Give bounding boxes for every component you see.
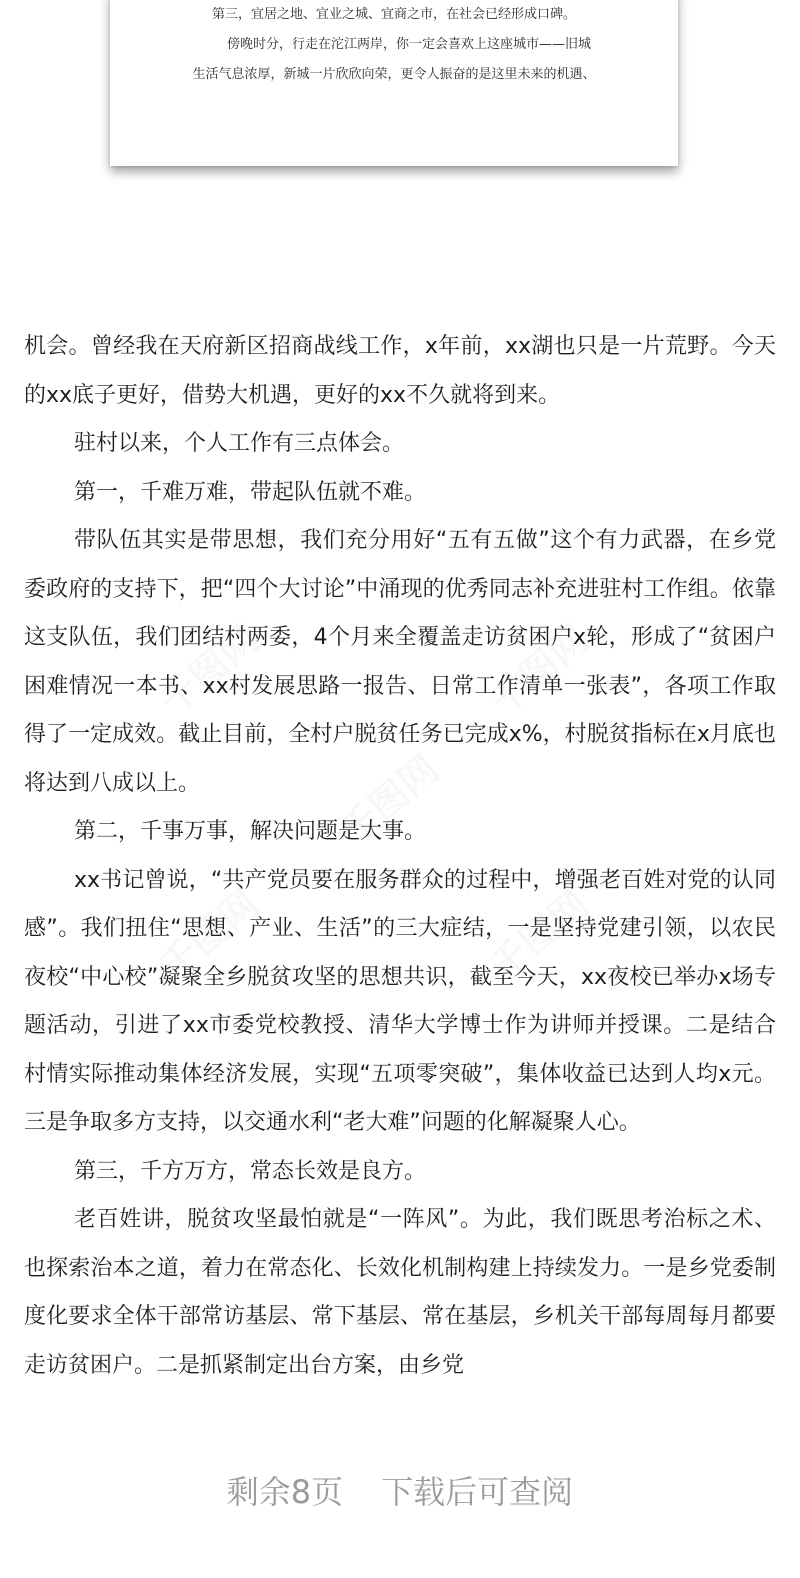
paragraph: 机会。曾经我在天府新区招商战线工作，x年前，xx湖也只是一片荒野。今天的xx底子更好，借势大机遇，更好的xx不久就将到来。 [24,334,776,408]
watermark: 千图网 [331,746,448,854]
paragraph: 带队伍其实是带思想，我们充分用好“五有五做”这个有力武器，在乡党委政府的支持下，把“四个大讨论”中涌现的优秀同志补充进驻村工作组。依靠这支队伍，我们团结村两委，4个月来全覆盖走访贫困户x轮，形成了“贫困户困难情况一本书、xx村发展思路一报告、日常工作清单一张表”，各项工作取得了一定成效。截止目前，全村户脱贫任务已完成x%，村脱贫指标在x月底也将达到八成以上。 [24,528,776,796]
download-to-view-link[interactable]: 下载后可查阅 [381,1473,574,1511]
watermark: 千图网 [151,881,268,989]
preview-line: 生活气息浓厚，新城一片欣欣向荣，更令人振奋的是这里未来的机遇、 [192,67,596,82]
watermark: 千图网 [151,616,268,724]
remaining-pages-label: 剩余8页 [226,1473,344,1511]
preview-line: 第三，宜居之地、宜业之城、宜商之市，在社会已经形成口碑。 [211,7,576,22]
paragraph: 驻村以来，个人工作有三点体会。 [74,431,405,456]
document-body [24,323,776,1390]
paragraph: 老百姓讲，脱贫攻坚最怕就是“一阵风”。为此，我们既思考治标之术、也探索治本之道，着力在常态化、长效化机制构建上持续发力。一是乡党委制度化要求全体干部常访基层、常下基层、常在基层，乡机关干部每周每月都要走访贫困户。二是抓紧制定出台方案，由乡党 [24,1207,776,1378]
download-prompt[interactable] [0,1462,800,1522]
paragraph: 第一，千难万难，带起队伍就不难。 [74,479,427,505]
preview-line: 傍晚时分，行走在沱江两岸，你一定会喜欢上这座城市——旧城 [226,37,591,52]
paragraph: xx书记曾说，“共产党员要在服务群众的过程中，增强老百姓对党的认同感”。我们扭住“思想、产业、生活”的三大症结，一是坚持党建引领，以农民夜校“中心校”凝聚全乡脱贫攻坚的思想共识，截至今天，xx夜校已举办x场专题活动，引进了xx市委党校教授、清华大学博士作为讲师并授课。二是结合村情实际推动集体经济发展，实现“五项零突破”，集体收益已达到人均x元。三是争取多方支持，以交通水利“老大难”问题的化解凝聚人心。 [24,867,776,1135]
watermark: 千图网 [481,616,598,724]
watermark: 千图网 [481,881,598,989]
document-preview-card [110,0,678,166]
paragraph: 第三，千方万方，常态长效是良方。 [74,1158,427,1184]
paragraph: 第二，千事万事，解决问题是大事。 [74,819,427,844]
